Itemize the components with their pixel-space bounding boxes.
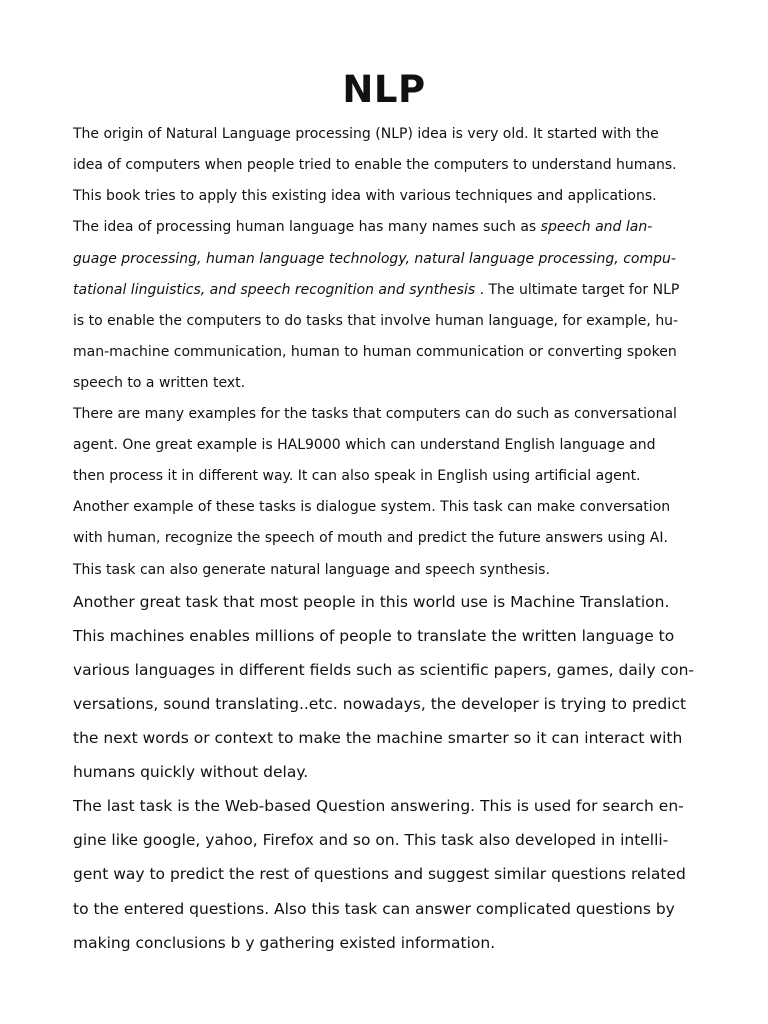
document-title: NLP bbox=[342, 68, 426, 111]
paragraph-line: Another example of these tasks is dialogue system. This task can make conversation bbox=[73, 499, 671, 515]
paragraph-line: various languages in different fields such as scientific papers, games, daily con- bbox=[73, 661, 695, 679]
paragraph-line: humans quickly without delay. bbox=[73, 763, 309, 781]
paragraph-line: gine like google, yahoo, Firefox and so on. This task also developed in intelli- bbox=[73, 831, 669, 849]
paragraph-line: Another great task that most people in this world use is Machine Translation. bbox=[73, 593, 670, 611]
paragraph-line: making conclusions b y gathering existed information. bbox=[73, 934, 496, 952]
paragraph-line: then process it in different way. It can also speak in English using artificial agent. bbox=[73, 468, 641, 484]
paragraph-line: idea of computers when people tried to enable the computers to understand humans. bbox=[73, 157, 677, 173]
paragraph-line: The origin of Natural Language processing (NLP) idea is very old. It started with the bbox=[73, 126, 659, 142]
paragraph-line: man-machine communication, human to human communication or converting spoken bbox=[73, 344, 677, 360]
paragraph-line: This book tries to apply this existing idea with various techniques and applications. bbox=[73, 188, 657, 204]
line-text: The idea of processing human language has many names such as bbox=[73, 219, 541, 235]
paragraph-line: This machines enables millions of people to translate the written language to bbox=[73, 627, 675, 645]
paragraph-line: to the entered questions. Also this task can answer complicated questions by bbox=[73, 900, 675, 918]
paragraph-line: the next words or context to make the machine smarter so it can interact with bbox=[73, 729, 683, 747]
paragraph-line: with human, recognize the speech of mouth and predict the future answers using AI. bbox=[73, 530, 668, 546]
paragraph-line: speech to a written text. bbox=[73, 375, 246, 391]
paragraph-line: gent way to predict the rest of questions and suggest similar questions related bbox=[73, 865, 686, 883]
paragraph-line bbox=[73, 218, 652, 236]
paragraph-line bbox=[73, 281, 679, 299]
italic-term: speech and lan- bbox=[540, 219, 653, 235]
paragraph-line: The last task is the Web-based Question answering. This is used for search en- bbox=[73, 797, 684, 815]
paragraph-line: agent. One great example is HAL9000 which can understand English language and bbox=[73, 437, 656, 453]
paragraph-line: versations, sound translating..etc. nowadays, the developer is trying to predict bbox=[73, 695, 687, 713]
italic-term: tational linguistics, and speech recognition and synthesis bbox=[73, 282, 476, 298]
line-text: . The ultimate target for NLP bbox=[475, 282, 680, 298]
paragraph-line: guage processing, human language technology, natural language processing, compu- bbox=[73, 251, 676, 267]
paragraph-line: is to enable the computers to do tasks that involve human language, for example, hu- bbox=[73, 313, 679, 329]
paragraph-line: This task can also generate natural language and speech synthesis. bbox=[73, 562, 550, 578]
paragraph-line: There are many examples for the tasks that computers can do such as conversational bbox=[73, 406, 677, 422]
